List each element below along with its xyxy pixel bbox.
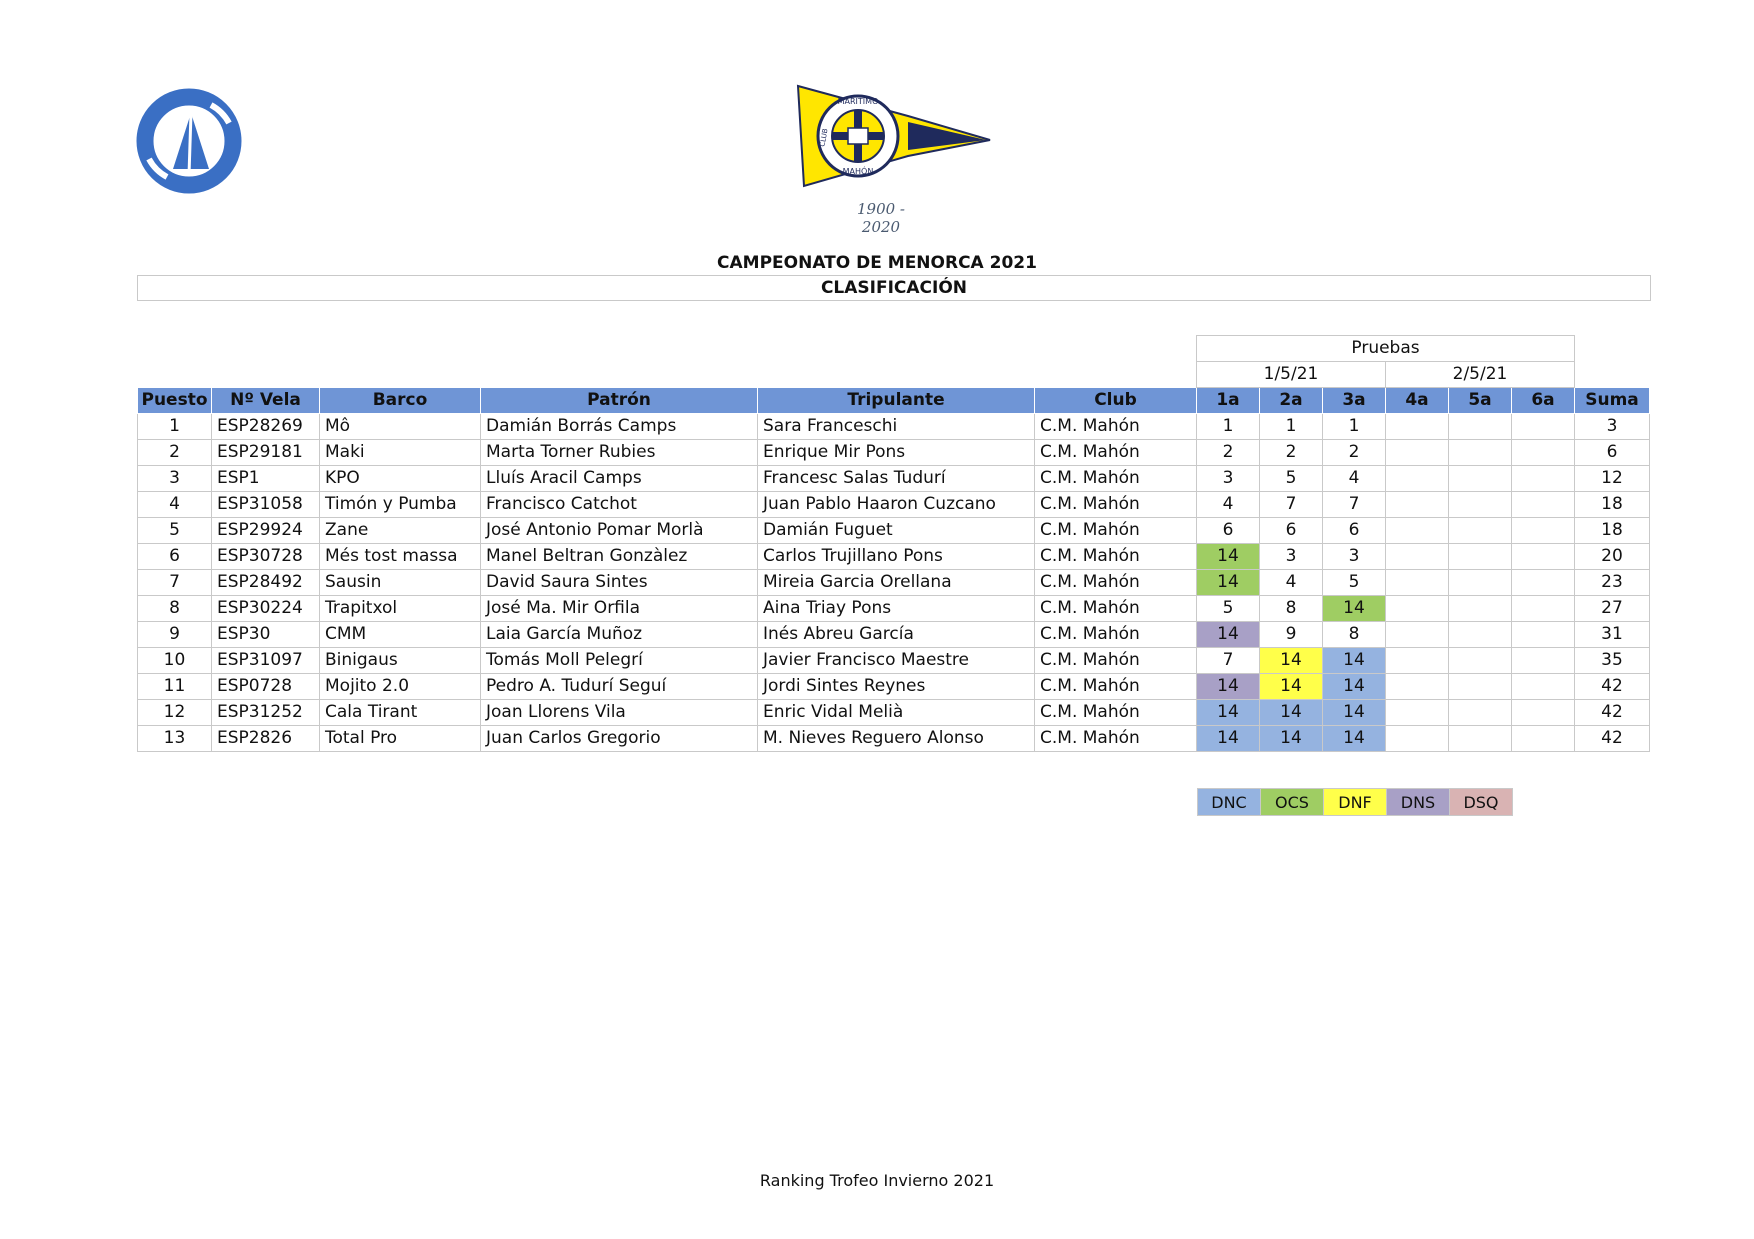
race-result-cell [1512, 700, 1575, 726]
club-cell: C.M. Mahón [1035, 440, 1197, 466]
position-cell: 10 [138, 648, 212, 674]
table-row [138, 648, 1650, 674]
skipper-cell: Manel Beltran Gonzàlez [481, 544, 758, 570]
club-cell: C.M. Mahón [1035, 466, 1197, 492]
total-cell: 27 [1575, 596, 1650, 622]
dates-row [138, 362, 1650, 388]
club-cell: C.M. Mahón [1035, 518, 1197, 544]
column-header: 4a [1386, 388, 1449, 414]
race-result-cell: 8 [1323, 622, 1386, 648]
group-header-pruebas: Pruebas [1197, 336, 1575, 362]
page-title: CAMPEONATO DE MENORCA 2021 [717, 253, 1037, 273]
sail-number-cell: ESP30224 [212, 596, 320, 622]
race-result-cell [1449, 648, 1512, 674]
race-result-cell: 14 [1197, 622, 1260, 648]
race-result-cell: 14 [1260, 700, 1323, 726]
sail-number-cell: ESP31252 [212, 700, 320, 726]
race-result-cell [1512, 414, 1575, 440]
crew-cell: Aina Triay Pons [758, 596, 1035, 622]
column-header: 1a [1197, 388, 1260, 414]
club-pennant-logo [790, 82, 1000, 192]
race-result-cell [1449, 466, 1512, 492]
column-header: Tripulante [758, 388, 1035, 414]
race-result-cell: 2 [1260, 440, 1323, 466]
race-result-cell [1512, 518, 1575, 544]
boat-cell: Sausin [320, 570, 481, 596]
table-row [138, 622, 1650, 648]
boat-cell: Trapitxol [320, 596, 481, 622]
page-footer: Ranking Trofeo Invierno 2021 [759, 1171, 995, 1190]
race-result-cell [1512, 674, 1575, 700]
skipper-cell: Pedro A. Tudurí Seguí [481, 674, 758, 700]
club-cell: C.M. Mahón [1035, 622, 1197, 648]
position-cell: 8 [138, 596, 212, 622]
sail-number-cell: ESP28269 [212, 414, 320, 440]
race-result-cell: 6 [1197, 518, 1260, 544]
club-cell: C.M. Mahón [1035, 570, 1197, 596]
position-cell: 11 [138, 674, 212, 700]
laser-class-logo [133, 85, 245, 197]
crew-cell: M. Nieves Reguero Alonso [758, 726, 1035, 752]
crew-cell: Enric Vidal Melià [758, 700, 1035, 726]
sail-number-cell: ESP2826 [212, 726, 320, 752]
sail-number-cell: ESP30 [212, 622, 320, 648]
status-legend [1197, 788, 1513, 816]
sail-number-cell: ESP1 [212, 466, 320, 492]
race-result-cell [1449, 570, 1512, 596]
race-result-cell [1449, 700, 1512, 726]
position-cell: 1 [138, 414, 212, 440]
total-cell: 23 [1575, 570, 1650, 596]
race-result-cell [1512, 440, 1575, 466]
race-result-cell [1386, 596, 1449, 622]
race-result-cell [1512, 622, 1575, 648]
skipper-cell: Laia García Muñoz [481, 622, 758, 648]
skipper-cell: Damián Borrás Camps [481, 414, 758, 440]
race-result-cell [1386, 544, 1449, 570]
boat-cell: Cala Tirant [320, 700, 481, 726]
sail-number-cell: ESP31097 [212, 648, 320, 674]
table-row [138, 570, 1650, 596]
race-result-cell: 8 [1260, 596, 1323, 622]
logo-text-club: CLUB [818, 127, 830, 148]
legend-item: DNC [1198, 789, 1261, 816]
logo-text-mahon: MAHÓN [842, 167, 874, 176]
total-cell: 3 [1575, 414, 1650, 440]
total-cell: 31 [1575, 622, 1650, 648]
boat-cell: Timón y Pumba [320, 492, 481, 518]
race-result-cell [1386, 492, 1449, 518]
results-table [137, 335, 1650, 752]
race-result-cell [1512, 726, 1575, 752]
club-cell: C.M. Mahón [1035, 726, 1197, 752]
column-header: Nº Vela [212, 388, 320, 414]
race-result-cell: 14 [1197, 700, 1260, 726]
race-result-cell [1512, 466, 1575, 492]
race-result-cell [1449, 414, 1512, 440]
boat-cell: Mojito 2.0 [320, 674, 481, 700]
legend-item: DSQ [1450, 789, 1513, 816]
table-row [138, 544, 1650, 570]
sail-number-cell: ESP30728 [212, 544, 320, 570]
boat-cell: KPO [320, 466, 481, 492]
race-result-cell: 4 [1260, 570, 1323, 596]
column-header-row [138, 388, 1650, 414]
race-result-cell [1386, 570, 1449, 596]
table-row [138, 466, 1650, 492]
race-result-cell: 5 [1323, 570, 1386, 596]
race-result-cell: 14 [1323, 596, 1386, 622]
total-cell: 42 [1575, 726, 1650, 752]
position-cell: 12 [138, 700, 212, 726]
total-cell: 18 [1575, 492, 1650, 518]
column-header: Barco [320, 388, 481, 414]
table-row [138, 414, 1650, 440]
race-result-cell: 2 [1197, 440, 1260, 466]
position-cell: 4 [138, 492, 212, 518]
race-result-cell [1512, 596, 1575, 622]
race-result-cell: 4 [1197, 492, 1260, 518]
race-result-cell [1449, 492, 1512, 518]
date-header: 2/5/21 [1386, 362, 1575, 388]
club-cell: C.M. Mahón [1035, 544, 1197, 570]
race-result-cell: 14 [1323, 674, 1386, 700]
crew-cell: Mireia Garcia Orellana [758, 570, 1035, 596]
sail-number-cell: ESP29181 [212, 440, 320, 466]
table-row [138, 492, 1650, 518]
race-result-cell [1386, 440, 1449, 466]
column-header: Puesto [138, 388, 212, 414]
race-result-cell: 9 [1260, 622, 1323, 648]
race-result-cell [1386, 518, 1449, 544]
column-header: Club [1035, 388, 1197, 414]
race-result-cell [1386, 622, 1449, 648]
race-result-cell: 6 [1323, 518, 1386, 544]
race-result-cell [1386, 466, 1449, 492]
race-result-cell [1512, 492, 1575, 518]
race-result-cell [1512, 648, 1575, 674]
table-row [138, 700, 1650, 726]
race-result-cell [1449, 622, 1512, 648]
skipper-cell: Francisco Catchot [481, 492, 758, 518]
skipper-cell: Marta Torner Rubies [481, 440, 758, 466]
total-cell: 35 [1575, 648, 1650, 674]
boat-cell: Binigaus [320, 648, 481, 674]
race-result-cell: 14 [1260, 726, 1323, 752]
boat-cell: Zane [320, 518, 481, 544]
column-header: Suma [1575, 388, 1650, 414]
total-cell: 42 [1575, 674, 1650, 700]
race-result-cell: 14 [1323, 700, 1386, 726]
crew-cell: Inés Abreu García [758, 622, 1035, 648]
skipper-cell: David Saura Sintes [481, 570, 758, 596]
position-cell: 7 [138, 570, 212, 596]
total-cell: 20 [1575, 544, 1650, 570]
logo-text-maritimo: MARITIMO [837, 97, 879, 106]
boat-cell: Més tost massa [320, 544, 481, 570]
position-cell: 5 [138, 518, 212, 544]
race-result-cell: 1 [1323, 414, 1386, 440]
race-result-cell: 4 [1323, 466, 1386, 492]
date-header: 1/5/21 [1197, 362, 1386, 388]
race-result-cell [1449, 674, 1512, 700]
club-cell: C.M. Mahón [1035, 648, 1197, 674]
total-cell: 42 [1575, 700, 1650, 726]
position-cell: 2 [138, 440, 212, 466]
table-row [138, 726, 1650, 752]
race-result-cell [1386, 674, 1449, 700]
skipper-cell: Lluís Aracil Camps [481, 466, 758, 492]
logo-years: 1900 - 2020 [856, 200, 905, 236]
table-row [138, 674, 1650, 700]
column-header: 6a [1512, 388, 1575, 414]
skipper-cell: José Antonio Pomar Morlà [481, 518, 758, 544]
position-cell: 3 [138, 466, 212, 492]
race-result-cell: 7 [1260, 492, 1323, 518]
race-result-cell: 6 [1260, 518, 1323, 544]
club-cell: C.M. Mahón [1035, 414, 1197, 440]
skipper-cell: Joan Llorens Vila [481, 700, 758, 726]
club-cell: C.M. Mahón [1035, 596, 1197, 622]
page-subtitle: CLASIFICACIÓN [137, 275, 1651, 301]
race-result-cell: 14 [1323, 648, 1386, 674]
race-result-cell: 14 [1260, 674, 1323, 700]
crew-cell: Jordi Sintes Reynes [758, 674, 1035, 700]
club-cell: C.M. Mahón [1035, 674, 1197, 700]
total-cell: 18 [1575, 518, 1650, 544]
race-result-cell: 14 [1197, 570, 1260, 596]
race-result-cell [1386, 648, 1449, 674]
race-result-cell: 7 [1323, 492, 1386, 518]
column-header: 2a [1260, 388, 1323, 414]
table-row [138, 518, 1650, 544]
column-header: 3a [1323, 388, 1386, 414]
race-result-cell: 14 [1260, 648, 1323, 674]
column-header: Patrón [481, 388, 758, 414]
sail-number-cell: ESP0728 [212, 674, 320, 700]
club-cell: C.M. Mahón [1035, 700, 1197, 726]
position-cell: 6 [138, 544, 212, 570]
race-result-cell: 5 [1197, 596, 1260, 622]
boat-cell: Maki [320, 440, 481, 466]
race-result-cell: 7 [1197, 648, 1260, 674]
group-header-row [138, 336, 1650, 362]
race-result-cell: 3 [1323, 544, 1386, 570]
crew-cell: Enrique Mir Pons [758, 440, 1035, 466]
club-cell: C.M. Mahón [1035, 492, 1197, 518]
race-result-cell: 1 [1197, 414, 1260, 440]
race-result-cell: 2 [1323, 440, 1386, 466]
race-result-cell: 3 [1260, 544, 1323, 570]
race-result-cell [1512, 570, 1575, 596]
legend-item: DNS [1387, 789, 1450, 816]
skipper-cell: Tomás Moll Pelegrí [481, 648, 758, 674]
race-result-cell [1449, 440, 1512, 466]
race-result-cell [1386, 726, 1449, 752]
crew-cell: Carlos Trujillano Pons [758, 544, 1035, 570]
crew-cell: Francesc Salas Tudurí [758, 466, 1035, 492]
table-row [138, 440, 1650, 466]
legend-item: OCS [1261, 789, 1324, 816]
race-result-cell [1449, 518, 1512, 544]
race-result-cell [1512, 544, 1575, 570]
race-result-cell: 14 [1323, 726, 1386, 752]
race-result-cell [1449, 544, 1512, 570]
race-result-cell [1386, 700, 1449, 726]
race-result-cell: 14 [1197, 674, 1260, 700]
skipper-cell: José Ma. Mir Orfila [481, 596, 758, 622]
race-result-cell: 1 [1260, 414, 1323, 440]
total-cell: 12 [1575, 466, 1650, 492]
legend-item: DNF [1324, 789, 1387, 816]
crew-cell: Sara Franceschi [758, 414, 1035, 440]
crew-cell: Javier Francisco Maestre [758, 648, 1035, 674]
total-cell: 6 [1575, 440, 1650, 466]
race-result-cell: 14 [1197, 726, 1260, 752]
race-result-cell: 3 [1197, 466, 1260, 492]
race-result-cell [1449, 596, 1512, 622]
boat-cell: CMM [320, 622, 481, 648]
race-result-cell: 5 [1260, 466, 1323, 492]
crew-cell: Damián Fuguet [758, 518, 1035, 544]
column-header: 5a [1449, 388, 1512, 414]
race-result-cell: 14 [1197, 544, 1260, 570]
position-cell: 9 [138, 622, 212, 648]
table-row [138, 596, 1650, 622]
boat-cell: Mô [320, 414, 481, 440]
race-result-cell [1386, 414, 1449, 440]
position-cell: 13 [138, 726, 212, 752]
sail-number-cell: ESP31058 [212, 492, 320, 518]
boat-cell: Total Pro [320, 726, 481, 752]
skipper-cell: Juan Carlos Gregorio [481, 726, 758, 752]
sail-number-cell: ESP29924 [212, 518, 320, 544]
sail-number-cell: ESP28492 [212, 570, 320, 596]
race-result-cell [1449, 726, 1512, 752]
crew-cell: Juan Pablo Haaron Cuzcano [758, 492, 1035, 518]
